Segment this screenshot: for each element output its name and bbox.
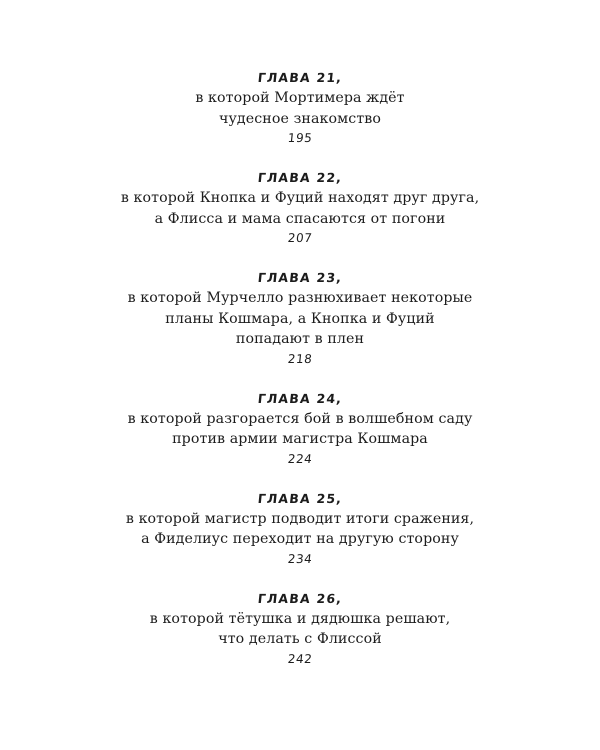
chapter-title-line: в которой Мурчелло разнюхивает некоторые — [127, 290, 473, 306]
chapter-page-number: 207 — [287, 231, 313, 245]
chapter-title-line: чудесное знакомство — [218, 110, 382, 127]
chapter-title-line: а Флисса и мама спасаются от погони — [154, 210, 446, 227]
chapter-heading: ГЛАВА 23, — [256, 270, 344, 285]
chapter-title-line: что делать с Флиссой — [218, 631, 382, 647]
toc-entry-chapter-24 — [0, 389, 600, 469]
toc-entry-chapter-22 — [0, 168, 600, 248]
chapter-title-line: в которой разгорается бой в волшебном саду — [127, 410, 473, 427]
chapter-title-line: а Фиделиус переходит на другую сторону — [141, 531, 459, 547]
chapter-page-number: 195 — [287, 131, 313, 145]
chapter-heading: ГЛАВА 25, — [256, 490, 344, 506]
chapter-heading: ГЛАВА 21, — [256, 70, 344, 85]
toc-entry-chapter-23 — [0, 268, 600, 369]
toc-entry-chapter-26 — [0, 589, 600, 669]
chapter-page-number: 218 — [287, 351, 313, 366]
chapter-page-number: 234 — [287, 551, 313, 566]
table-of-contents — [0, 68, 600, 689]
chapter-title-line: в которой Мортимера ждёт — [195, 90, 405, 106]
chapter-page-number: 224 — [287, 451, 313, 466]
chapter-title-line: против армии магистра Кошмара — [172, 431, 428, 447]
chapter-title-line: в которой тётушка и дядюшка решают, — [149, 610, 451, 627]
chapter-heading: ГЛАВА 22, — [256, 170, 344, 185]
chapter-title-line: попадают в плен — [235, 331, 365, 347]
chapter-heading: ГЛАВА 24, — [256, 390, 344, 406]
chapter-page-number: 242 — [287, 651, 313, 666]
chapter-title-line: в которой магистр подводит итоги сражения, — [125, 510, 475, 527]
chapter-title-line: планы Кошмара, а Кнопка и Фуций — [165, 310, 435, 327]
toc-entry-chapter-25 — [0, 489, 600, 569]
toc-entry-chapter-21 — [0, 68, 600, 148]
chapter-heading: ГЛАВА 26, — [256, 590, 344, 606]
chapter-title-line: в которой Кнопка и Фуций находят друг друга, — [120, 190, 480, 206]
